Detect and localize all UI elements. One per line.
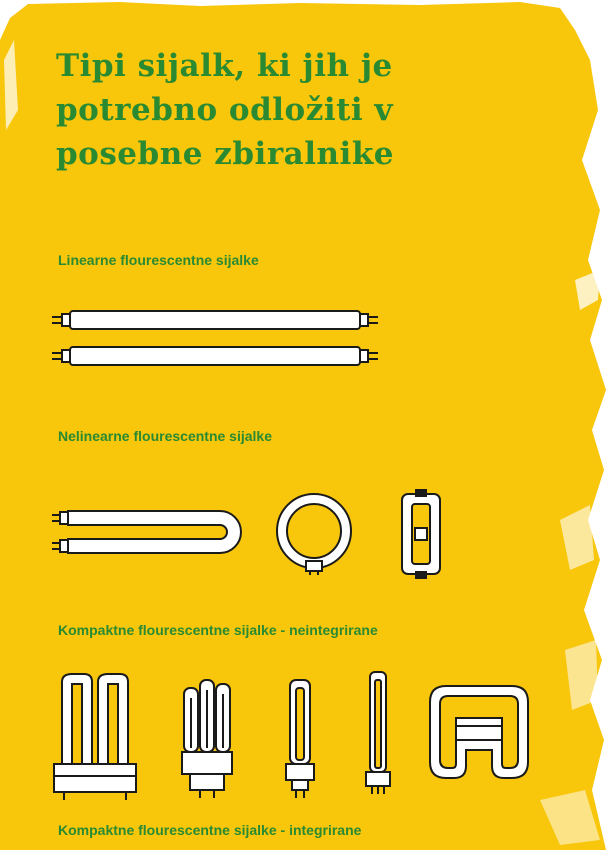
linear-tube-lamp-icon [50,308,380,332]
u-shaped-tube-lamp-icon [50,508,245,556]
rectangular-lamp-icon [398,488,444,580]
triple-tube-compact-lamp-icon [178,674,238,804]
section-label-nonlinear: Nelinearne flourescentne sijalke [58,428,272,444]
section-label-compact-integrated: Kompaktne flourescentne sijalke - integrirane [58,822,362,838]
section-label-compact-nonintegrated: Kompaktne flourescentne sijalke - neintegrirane [58,622,378,638]
slim-single-tube-compact-lamp-icon [362,670,394,802]
quad-tube-compact-lamp-icon [50,672,140,802]
single-tube-compact-lamp-icon [282,678,318,802]
page-title: Tipi sijalk, ki jih je potrebno odložiti v posebne zbiralnike [56,48,395,172]
section-label-linear: Linearne flourescentne sijalke [58,252,259,268]
square-2d-compact-lamp-icon [426,682,532,782]
linear-tube-lamp-icon [50,344,380,368]
circular-tube-lamp-icon [272,491,356,575]
